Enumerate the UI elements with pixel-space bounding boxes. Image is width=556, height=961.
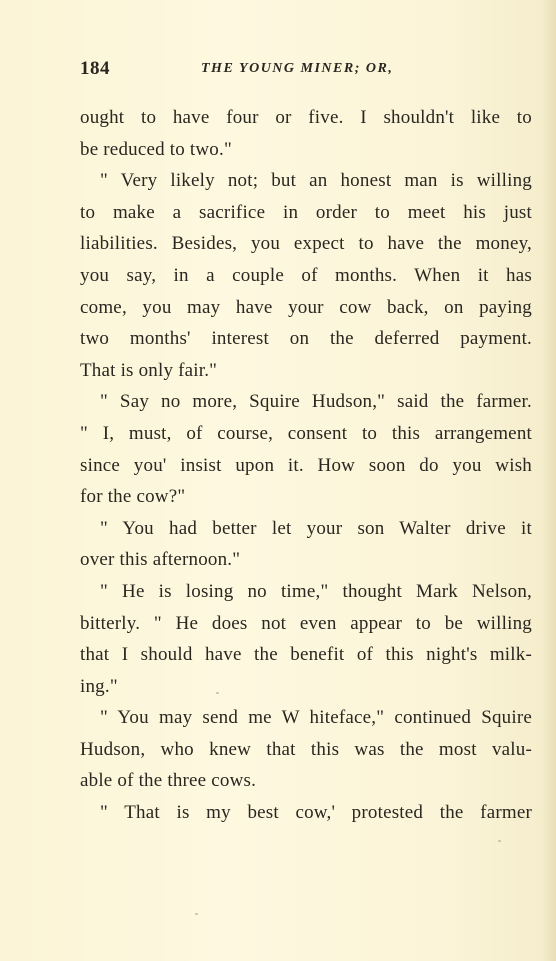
text-line: " You had better let your son Walter drive it	[100, 517, 532, 539]
text-line: liabilities. Besides, you expect to have the money,	[80, 233, 532, 255]
text-line: you say, in a couple of months. When it has	[80, 264, 532, 286]
paper-speck	[498, 840, 501, 842]
text-line: " You may send me W hiteface," continued Squire	[100, 707, 532, 729]
text-line: bitterly. " He does not even appear to be willing	[80, 612, 532, 634]
text-line: two months' interest on the deferred payment.	[80, 328, 532, 350]
body-text	[80, 102, 532, 829]
page-header	[80, 58, 532, 82]
text-line: That is only fair."	[80, 359, 218, 381]
text-line: " That is my best cow,' protested the farmer	[100, 802, 532, 824]
text-line: able of the three cows.	[80, 770, 257, 792]
text-line: over this afternoon."	[80, 549, 241, 571]
text-line: for the cow?"	[80, 486, 186, 508]
running-head: THE YOUNG MINER; OR,	[201, 61, 394, 76]
page-edge-shading	[542, 0, 556, 961]
text-line: Hudson, who knew that this was the most valu-	[80, 738, 532, 760]
text-line: since you' insist upon it. How soon do you wish	[80, 454, 532, 476]
text-line: ought to have four or five. I shouldn't like to	[80, 107, 532, 128]
text-line: " Very likely not; but an honest man is willing	[100, 170, 532, 192]
text-line: " I, must, of course, consent to this arrangement	[80, 422, 532, 444]
text-line: come, you may have your cow back, on paying	[80, 296, 532, 318]
text-line: to make a sacrifice in order to meet his just	[80, 201, 532, 223]
text-line: " Say no more, Squire Hudson," said the farmer.	[100, 391, 532, 413]
paper-speck	[195, 913, 198, 915]
page-number: 184	[80, 58, 110, 79]
text-line: ing."	[80, 675, 118, 697]
text-line: be reduced to two."	[80, 138, 232, 160]
text-line: " He is losing no time," thought Mark Nelson,	[100, 580, 532, 602]
paper-speck	[216, 692, 219, 694]
text-line: that I should have the benefit of this night's milk-	[80, 644, 532, 666]
